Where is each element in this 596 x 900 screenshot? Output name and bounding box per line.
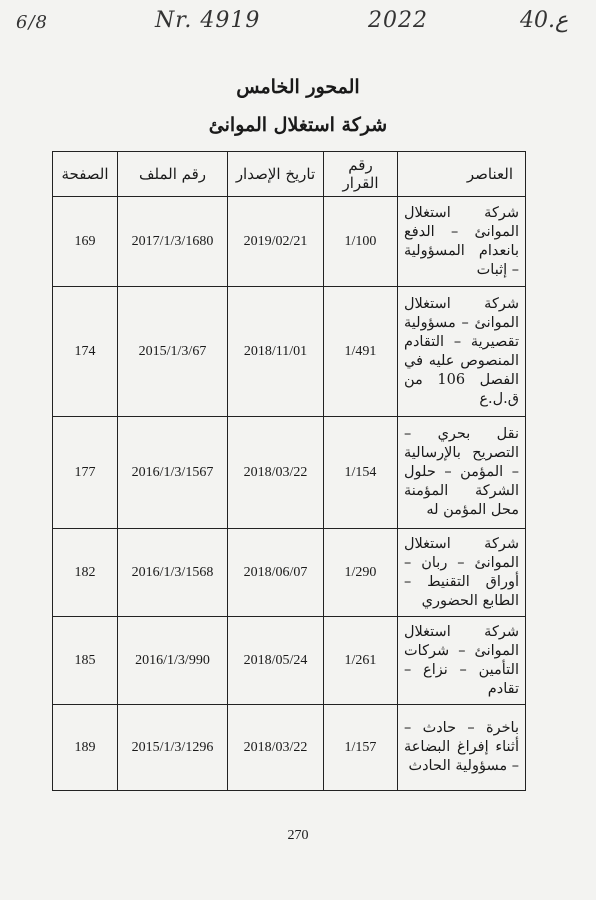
row-issue-date: 2018/11/01 [228, 287, 324, 417]
header-issue-date: تاريخ الإصدار [228, 152, 324, 197]
subject-title: شركة استغلال الموانئ [208, 114, 388, 136]
row-file-number: 2016/1/3/1568 [118, 529, 228, 617]
handwritten-reference: Nr. 4919 [155, 8, 261, 33]
row-file-number: 2015/1/3/1296 [118, 705, 228, 791]
row-file-number: 2016/1/3/1567 [118, 417, 228, 529]
header-decision-number: رقم القرار [324, 152, 398, 197]
table-row [53, 287, 526, 417]
row-page: 182 [53, 529, 118, 617]
handwritten-code: 40.ع [520, 8, 569, 33]
row-page: 169 [53, 197, 118, 287]
row-issue-date: 2018/03/22 [228, 705, 324, 791]
row-issue-date: 2018/06/07 [228, 529, 324, 617]
handwritten-fraction: 6/8 [16, 12, 48, 33]
row-elements: شركة استغلال الموانئ – الدفع بانعدام المسؤولية – إثبات [398, 197, 526, 287]
row-elements: نقل بحري – التصريح بالإرسالية – المؤمن – حلول الشركة المؤمنة محل المؤمن له [398, 417, 526, 529]
table-header-row [53, 152, 526, 197]
handwritten-year: 2022 [368, 8, 428, 33]
table-row [53, 617, 526, 705]
header-file-number: رقم الملف [118, 152, 228, 197]
row-elements: شركة استغلال الموانئ – مسؤولية تقصيرية – التقادم المنصوص عليه في الفصل 106 من ق.ل.ع [398, 287, 526, 417]
table-row [53, 417, 526, 529]
row-decision-number: 1/100 [324, 197, 398, 287]
header-page: الصفحة [53, 152, 118, 197]
row-issue-date: 2018/03/22 [228, 417, 324, 529]
table-row [53, 197, 526, 287]
section-title: المحور الخامس [236, 76, 360, 98]
row-decision-number: 1/261 [324, 617, 398, 705]
row-decision-number: 1/491 [324, 287, 398, 417]
row-decision-number: 1/157 [324, 705, 398, 791]
table-row [53, 529, 526, 617]
row-file-number: 2015/1/3/67 [118, 287, 228, 417]
header-elements: العناصر [398, 152, 526, 197]
row-file-number: 2016/1/3/990 [118, 617, 228, 705]
row-file-number: 2017/1/3/1680 [118, 197, 228, 287]
decisions-table [52, 151, 526, 791]
table-row [53, 705, 526, 791]
page-number: 270 [287, 828, 309, 843]
row-elements: باخرة – حادث – أثناء إفراغ البضاعة – مسؤولية الحادث [398, 705, 526, 791]
row-page: 174 [53, 287, 118, 417]
row-elements: شركة استغلال الموانئ – شركات التأمين – نزاع – تقادم [398, 617, 526, 705]
row-page: 185 [53, 617, 118, 705]
row-issue-date: 2018/05/24 [228, 617, 324, 705]
row-decision-number: 1/154 [324, 417, 398, 529]
row-decision-number: 1/290 [324, 529, 398, 617]
row-issue-date: 2019/02/21 [228, 197, 324, 287]
row-page: 177 [53, 417, 118, 529]
row-page: 189 [53, 705, 118, 791]
row-elements: شركة استغلال الموانئ – ربان – أوراق التقنيط – الطابع الحضوري [398, 529, 526, 617]
